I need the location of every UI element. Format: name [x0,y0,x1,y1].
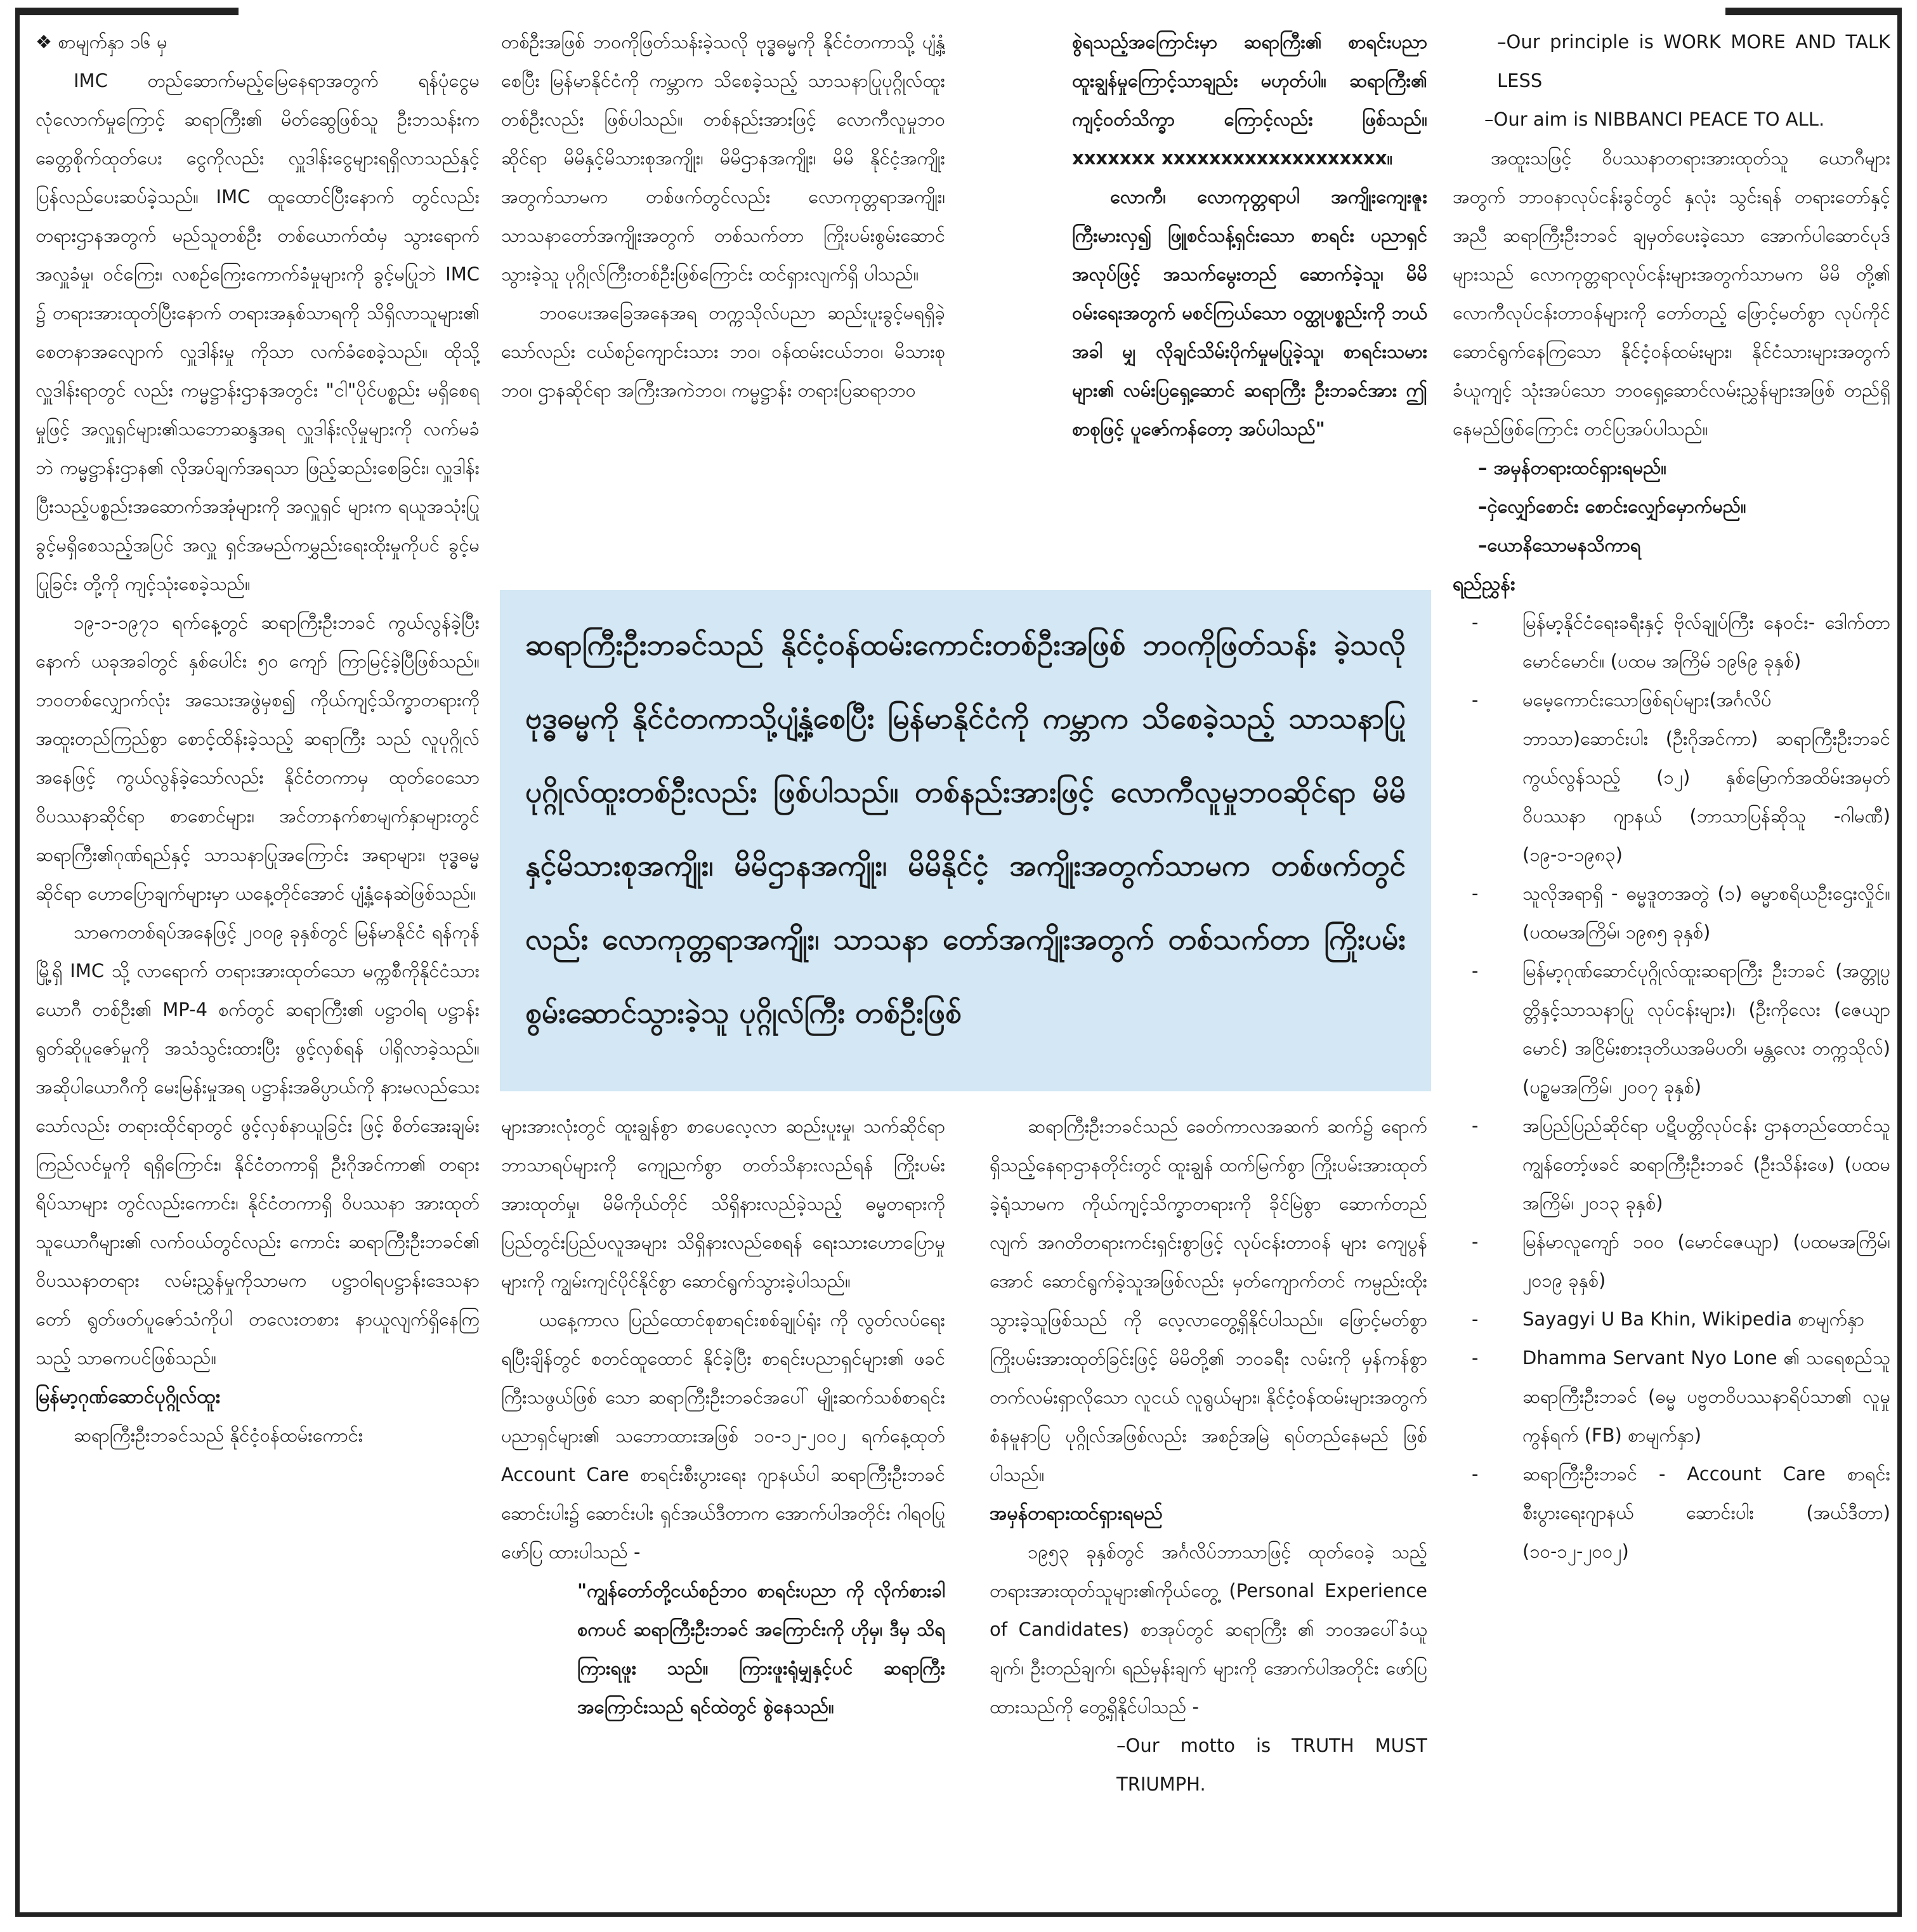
paragraph: ဆရာကြီးဦးဘခင်သည် နိုင်ငံ့ဝန်ထမ်းကောင်း [74,1424,363,1446]
motto-line: –Our motto is TRUTH MUST TRIUMPH. [1116,1735,1427,1795]
paragraph: ဆရာကြီးဦးဘခင်သည် ခေတ်ကာလအဆက် ဆက်၌ ရောက်ရှိသည့်နေရာဌာနတိုင်းတွင် ထူးချွန် ထက်မြက်စွာ ကြိုးပမ်းအားထုတ်ခဲ့ရုံသာမက ကိုယ်ကျင့်သိက္ခာတရားကို ခိုင်မြဲစွာ ဆောက်တည် လျက် အဂတိတရားကင်းရှင်းစွာဖြင့် လုပ်ငန်းတာဝန် များ ကျေပွန်အောင် ဆောင်ရွက်ခဲ့သူအဖြစ်လည်း မှတ်ကျောက်တင် ကမ္ပည်းထိုးသွားခဲ့သူဖြစ်သည် ကို လေ့လာတွေ့ရှိနိုင်ပါသည်။ ဖြောင့်မတ်စွာ ကြိုးပမ်းအားထုတ်ခြင်းဖြင့် မိမိတို့၏ ဘဝခရီး လမ်းကို မှန်ကန်စွာ တက်လမ်းရှာလိုသော လူငယ် လူရွယ်များ၊ နိုင်ငံ့ဝန်ထမ်းများအတွက် စံနမူနာပြ ပုဂ္ဂိုလ်အဖြစ်လည်း အစဉ်အမြဲ ရပ်တည်နေမည် ဖြစ်ပါသည်။ [990,1115,1427,1485]
reference-item: - ဆရာကြီးဦးဘခင် - Account Care စာရင်းစီးပွားရေးဂျာနယ် ဆောင်းပါး (အယ်ဒီတာ) (၁၀-၁၂-၂၀၀၂) [1472,1463,1890,1562]
paragraph: တစ်ဦးအဖြစ် ဘဝကိုဖြတ်သန်းခဲ့သလို ဗုဒ္ဓဓမ္မကို နိုင်ငံတကာသို့ ပျံ့နှံ့စေပြီး မြန်မာနိုင်ငံကို ကမ္ဘာက သိစေခဲ့သည့် သာသနာပြုပုဂ္ဂိုလ်ထူးတစ်ဦးလည်း ဖြစ်ပါသည်။ တစ်နည်းအားဖြင့် လောကီလူမှုဘဝ ဆိုင်ရာ မိမိနှင့်မိသားစုအကျိုး၊ မိမိဌာနအကျိုး၊ မိမိ နိုင်ငံ့အကျိုးအတွက်သာမက တစ်ဖက်တွင်လည်း လောကုတ္တရာအကျိုး၊ သာသနာတော်အကျိုးအတွက် တစ်သက်တာ ကြိုးပမ်းစွမ်းဆောင် သွားခဲ့သူ ပုဂ္ဂိုလ်ကြီးတစ်ဦးဖြစ်ကြောင်း ထင်ရှားလျက်ရှိ ပါသည်။ [501,31,945,285]
top-rule-left [15,8,239,15]
reference-item: - Sayagyi U Ba Khin, Wikipedia စာမျက်နှာ [1472,1308,1864,1330]
references-list [1453,603,1890,1571]
paragraph: စွဲရသည့်အကြောင်းမှာ ဆရာကြီး၏ စာရင်းပညာ ထူးချွန်မှုကြောင့်သာချည်း မဟုတ်ပါ။ ဆရာကြီး၏ ကျင့်ဝတ်သိက္ခာ ကြောင့်လည်း ဖြစ်သည်။ xxxxxxx xxxxxxxxxxxxxxxxxxx။ [1072,31,1427,169]
paragraph: များအားလုံးတွင် ထူးချွန်စွာ စာပေလေ့လာ ဆည်းပူးမှု၊ သက်ဆိုင်ရာဘာသာရပ်များကို ကျေညက်စွာ တတ်သိနားလည်ရန် ကြိုးပမ်းအားထုတ်မှု၊ မိမိကိုယ်တိုင် သိရှိနားလည်ခဲ့သည့် ဓမ္မတရားကို ပြည်တွင်းပြည်ပလူအများ သိရှိနားလည်စေရန် ရေးသားဟောပြောမှုများကို ကျွမ်းကျင်ပိုင်နိုင်စွာ ဆောင်ရွက်သွားခဲ့ပါသည်။ [501,1115,945,1292]
continued-from-marker: ❖ စာမျက်နှာ ၁၆ မှ [36,31,167,53]
aim-line: –Our aim is NIBBANCI PEACE TO ALL. [1484,108,1825,130]
paragraph: ၁၉၅၃ ခုနှစ်တွင် အင်္ဂလိပ်ဘာသာဖြင့် ထုတ်ဝေခဲ့ သည့် တရားအားထုတ်သူများ၏ကိုယ်တွေ့ (Personal Experience of Candidates) စာအုပ်တွင် ဆရာကြီး ၏ ဘဝအပေါ်ခံယူချက်၊ ဦးတည်ချက်၊ ရည်မှန်းချက် များကို အောက်ပါအတိုင်း ဖော်ပြထားသည်ကို တွေ့ရှိနိုင်ပါသည် - [990,1541,1427,1718]
article-column-1 [36,23,480,1901]
pull-quote-box: ဆရာကြီးဦးဘခင်သည် နိုင်ငံ့ဝန်ထမ်းကောင်းတစ်ဦးအဖြစ် ဘဝကိုဖြတ်သန်း ခဲ့သလို ဗုဒ္ဓဓမ္မကို နိုင်ငံတကာသို့ပျံ့နှံ့စေပြီး မြန်မာနိုင်ငံကို ကမ္ဘာက သိစေခဲ့သည့် သာသနာပြုပုဂ္ဂိုလ်ထူးတစ်ဦးလည်း ဖြစ်ပါသည်။ တစ်နည်းအားဖြင့် လောကီလူမှုဘဝဆိုင်ရာ မိမိနှင့်မိသားစုအကျိုး၊ မိမိဌာနအကျိုး၊ မိမိနိုင်ငံ့ အကျိုးအတွက်သာမက တစ်ဖက်တွင်လည်း လောကုတ္တရာအကျိုး၊ သာသနာ တော်အကျိုးအတွက် တစ်သက်တာ ကြိုးပမ်းစွမ်းဆောင်သွားခဲ့သူ ပုဂ္ဂိုလ်ကြီး တစ်ဦးဖြစ် [500,590,1431,1091]
paragraph: ၁၉-၁-၁၉၇၁ ရက်နေ့တွင် ဆရာကြီးဦးဘခင် ကွယ်လွန်ခဲ့ပြီးနောက် ယခုအခါတွင် နှစ်ပေါင်း ၅၀ ကျော် ကြာမြင့်ခဲ့ပြီဖြစ်သည်။ ဘဝတစ်လျှောက်လုံး အသေးအဖွဲမှစ၍ ကိုယ်ကျင့်သိက္ခာတရားကို အထူးတည်ကြည်စွာ စောင့်ထိန်းခဲ့သည့် ဆရာကြီး သည် လူပုဂ္ဂိုလ်အနေဖြင့် ကွယ်လွန်ခဲ့သော်လည်း နိုင်ငံတကာမှ ထုတ်ဝေသော ဝိပဿနာဆိုင်ရာ စာစောင်များ၊ အင်တာနက်စာမျက်နှာများတွင် ဆရာကြီး၏ဂုဏ်ရည်နှင့် သာသနာပြုအကြောင်း အရာများ၊ ဗုဒ္ဓဓမ္မဆိုင်ရာ ဟောပြောချက်များမှာ ယနေ့တိုင်အောင် ပျံ့နှံ့နေဆဲဖြစ်သည်။ [36,612,480,904]
top-rule-right [1725,8,1902,15]
reference-item: - မမေ့ကောင်းသောဖြစ်ရပ်များ(အင်္ဂလိပ် ဘာသာ)ဆောင်းပါး (ဦးဂိုအင်ကာ) ဆရာကြီးဦးဘခင် ကွယ်လွန်သည့် (၁၂) နှစ်မြောက်အထိမ်းအမှတ် ဝိပဿနာ ဂျာနယ် (ဘာသာပြန်ဆိုသူ -ဂါမဏီ) (၁၉-၁-၁၉၈၃) [1472,689,1890,865]
reference-item: - မြန်မာလူကျော် ၁၀၀ (မောင်ဇေယျာ) (ပထမအကြိမ်၊ ၂၀၁၉ ခုနှစ်) [1472,1231,1890,1291]
slogan-line: –ငှဲလျှော်စောင်း စောင်းလျှော်မှောက်မည်။ [1478,496,1746,517]
reference-item: - အပြည်ပြည်ဆိုင်ရာ ပဋိပတ္တိလုပ်ငန်း ဌာနတည်ထောင်သူ ကျွန်တော့်ဖခင် ဆရာကြီးဦးဘခင် (ဦးသိန်းဖေ) (ပထမ အကြိမ်၊ ၂၀၁၃ ခုနှစ်) [1472,1115,1890,1214]
article-column-3-top [1072,23,1427,568]
reference-item: - သူလိုအရာရှိ - ဓမ္မဒူတအတွဲ (၁) ဓမ္မာစရိယဦးဌေးလှိုင်။ (ပထမအကြိမ်၊ ၁၉၈၅ ခုနှစ်) [1472,883,1890,943]
reference-item: - မြန်မာ့ဂုဏ်ဆောင်ပုဂ္ဂိုလ်ထူးဆရာကြီး ဦးဘခင် (အတ္တုပ္ပတ္တိနှင့်သာသနာပြု လုပ်ငန်းများ)၊ (ဦးကိုလေး (ဇေယျာမောင်) အငြိမ်းစားဒုတိယအမိပတိ၊ မန္တလေး တက္ကသိုလ်) (ပဉ္စမအကြိမ်၊ ၂၀၀၇ ခုနှစ်) [1472,960,1890,1098]
article-column-2-top [501,23,945,568]
article-column-4 [1453,23,1890,1901]
section-heading: အမှန်တရားထင်ရှားရမည် [990,1502,1163,1525]
slogan-line: –ယောနိသောမနသိကာရ [1478,534,1641,556]
block-quote: "ကျွန်တော်တို့ငယ်စဉ်ဘဝ စာရင်းပညာ ကို လိုက်စားခါစကပင် ဆရာကြီးဦးဘခင် အကြောင်းကို ဟိုမှ၊ ဒီမှ သိရကြားရဖူး သည်။ ကြားဖူးရုံမျှနှင့်ပင် ဆရာကြီး အကြောင်းသည် ရင်ထဲတွင် စွဲနေသည်။ [577,1580,945,1718]
paragraph: ယနေ့ကာလ ပြည်ထောင်စုစာရင်းစစ်ချုပ်ရုံး ကို လွတ်လပ်ရေးရပြီးချိန်တွင် စတင်ထူထောင် နိုင်ခဲ့ပြီး စာရင်းပညာရှင်များ၏ ဖခင်ကြီးသဖွယ်ဖြစ် သော ဆရာကြီးဦးဘခင်အပေါ် မျိုးဆက်သစ်စာရင်း ပညာရှင်များ၏ သဘောထားအဖြစ် ၁၀-၁၂-၂၀၀၂ ရက်နေ့ထုတ် Account Care စာရင်းစီးပွားရေး ဂျာနယ်ပါ ဆရာကြီးဦးဘခင်ဆောင်းပါး၌ ဆောင်းပါး ရှင်အယ်ဒီတာက အောက်ပါအတိုင်း ဂါရဝပြုဖော်ပြ ထားပါသည် - [501,1309,945,1563]
paragraph: အထူးသဖြင့် ဝိပဿနာတရားအားထုတ်သူ ယောဂီများအတွက် ဘာဝနာလုပ်ငန်းခွင်တွင် နှလုံး သွင်းရန် တရားတော်နှင့်အညီ ဆရာကြီးဦးဘခင် ချမှတ်ပေးခဲ့သော အောက်ပါဆောင်ပုဒ်များသည် လောကုတ္တရာလုပ်ငန်းများအတွက်သာမက မိမိ တို့၏ လောကီလုပ်ငန်းတာဝန်များကို တော်တည့် ဖြောင့်မတ်စွာ လုပ်ကိုင်ဆောင်ရွက်နေကြသော နိုင်ငံ့ဝန်ထမ်းများ၊ နိုင်ငံသားများအတွက် ခံယူကျင့် သုံးအပ်သော ဘဝရှေ့ဆောင်လမ်းညွှန်များအဖြစ် တည်ရှိနေမည်ဖြစ်ကြောင်း တင်ပြအပ်ပါသည်။ [1453,147,1890,440]
paragraph: လောကီ၊ လောကုတ္တရာပါ အကျိုးကျေးဇူး ကြီးမားလှ၍ ဖြူစင်သန့်ရှင်းသော စာရင်း ပညာရှင်အလုပ်ဖြင့် အသက်မွေးတည် ဆောက်ခဲ့သူ၊ မိမိဝမ်းရေးအတွက် မစင်ကြယ်သော ဝတ္ထုပစ္စည်းကို ဘယ်အခါ မျှ လိုချင်သိမ်းပိုက်မှုမပြုခဲ့သူ၊ စာရင်းသမား များ၏ လမ်းပြရှေ့ဆောင် ဆရာကြီး ဦးဘခင်အား ဤစာစုဖြင့် ပူဇော်ကန်တော့ အပ်ပါသည်" [1072,186,1427,440]
paragraph: ဘဝပေးအခြေအနေအရ တက္ကသိုလ်ပညာ ဆည်းပူးခွင့်မရရှိခဲ့သော်လည်း ငယ်စဉ်ကျောင်းသား ဘဝ၊ ဝန်ထမ်းငယ်ဘဝ၊ မိသားစုဘဝ၊ ဌာနဆိုင်ရာ အကြီးအကဲဘဝ၊ ကမ္မဋ္ဌာန်း တရားပြဆရာဘဝ [501,302,945,401]
reference-item: - မြန်မာ့နိုင်ငံရေးခရီးနှင့် ဗိုလ်ချုပ်ကြီး နေဝင်း- ဒေါက်တာမောင်မောင်။ (ပထမ အကြိမ် ၁၉၆၉ ခုနှစ်) [1472,612,1890,672]
paragraph: IMC တည်ဆောက်မည့်မြေနေရာအတွက် ရန်ပုံငွေမလုံလောက်မှုကြောင့် ဆရာကြီး၏ မိတ်ဆွေဖြစ်သူ ဦးဘသန်းက ခေတ္တစိုက်ထုတ်ပေး ငွေကိုလည်း လှူဒါန်းငွေများရရှိလာသည်နှင့် ပြန်လည်ပေးဆပ်ခဲ့သည်။ IMC ထူထောင်ပြီးနောက် တွင်လည်း တရားဌာနအတွက် မည်သူတစ်ဦး တစ်ယောက်ထံမှ သွားရောက်အလှူခံမှု၊ ဝင်ကြေး၊ လစဉ်ကြေးကောက်ခံမှုများကို ခွင့်မပြုဘဲ IMC ၌ တရားအားထုတ်ပြီးနောက် တရားအနှစ်သာရကို သိရှိလာသူများ၏ စေတနာအလျောက် လှူဒါန်းမှု ကိုသာ လက်ခံစေခဲ့သည်။ ထိုသို့လှူဒါန်းရာတွင် လည်း ကမ္မဋ္ဌာန်းဌာနအတွင်း "ငါ"ပိုင်ပစ္စည်း မရှိစေရမှုဖြင့် အလှူရှင်များ၏သဘောဆန္ဒအရ လှူဒါန်းလိုမှုများကို လက်မခံဘဲ ကမ္မဋ္ဌာန်းဌာန၏ လိုအပ်ချက်အရသာ ဖြည့်ဆည်းစေခြင်း၊ လှူဒါန်း ပြီးသည့်ပစ္စည်းအဆောက်အအုံများကို အလှူရှင် များက ရယူအသုံးပြုခွင့်မရှိစေသည့်အပြင် အလှူ ရှင်အမည်ကမွှည်းရေးထိုးမှုကိုပင် ခွင့်မပြုခြင်း တို့ကို ကျင့်သုံးစေခဲ့သည်။ [36,70,480,595]
references-heading: ရည်ညွှန်း [1453,573,1515,595]
paragraph: သာဓကတစ်ရပ်အနေဖြင့် ၂၀၀၉ ခုနှစ်တွင် မြန်မာနိုင်ငံ ရန်ကုန်မြို့ရှိ IMC သို့ လာရောက် တရားအားထုတ်သော မက္ကစီကိုနိုင်ငံသားယောဂီ တစ်ဦး၏ MP-4 စက်တွင် ဆရာကြီး၏ ပဋ္ဌာဝါရ ပဋ္ဌာန်းရွတ်ဆိုပူဇော်မှုကို အသံသွင်းထားပြီး ဖွင့်လှစ်ရန် ပါရှိလာခဲ့သည်။ အဆိုပါယောဂီကို မေးမြန်းမှုအရ ပဋ္ဌာန်းအဓိပ္ပာယ်ကို နားမလည်သေး သော်လည်း တရားထိုင်ရာတွင် ဖွင့်လှစ်နာယူခြင်း ဖြင့် စိတ်အေးချမ်းကြည်လင်မှုကို ရရှိကြောင်း၊ နိုင်ငံတကာရှိ ဦးဂိုအင်ကာ၏ တရားရိပ်သာများ တွင်လည်းကောင်း၊ နိုင်ငံတကာရှိ ဝိပဿနာ အားထုတ်သူယောဂီများ၏ လက်ဝယ်တွင်လည်း ကောင်း ဆရာကြီးဦးဘခင်၏ ဝိပဿနာတရား လမ်းညွှန်မှုကိုသာမက ပဋ္ဌာဝါရပဋ္ဌာန်းဒေသနာ တော် ရွတ်ဖတ်ပူဇော်သံကိုပါ တလေးတစား နာယူလျက်ရှိနေကြသည့် သာဓကပင်ဖြစ်သည်။ [36,921,480,1369]
article-column-3-bottom [990,1107,1427,1900]
principle-line: –Our principle is WORK MORE AND TALK LESS [1497,31,1890,91]
section-heading: မြန်မာ့ဂုဏ်ဆောင်ပုဂ္ဂိုလ်ထူး [36,1386,220,1408]
article-column-2-bottom [501,1107,945,1900]
reference-item: - Dhamma Servant Nyo Lone ၏ သရေစည်သူ ဆရာကြီးဦးဘခင် (ဓမ္မ ပဗ္ဗတဝိပဿနာရိပ်သာ၏ လူမှုကွန်ရက် (FB) စာမျက်နှာ) [1472,1347,1890,1446]
slogan-line: – အမှန်တရားထင်ရှားရမည်။ [1478,457,1667,478]
